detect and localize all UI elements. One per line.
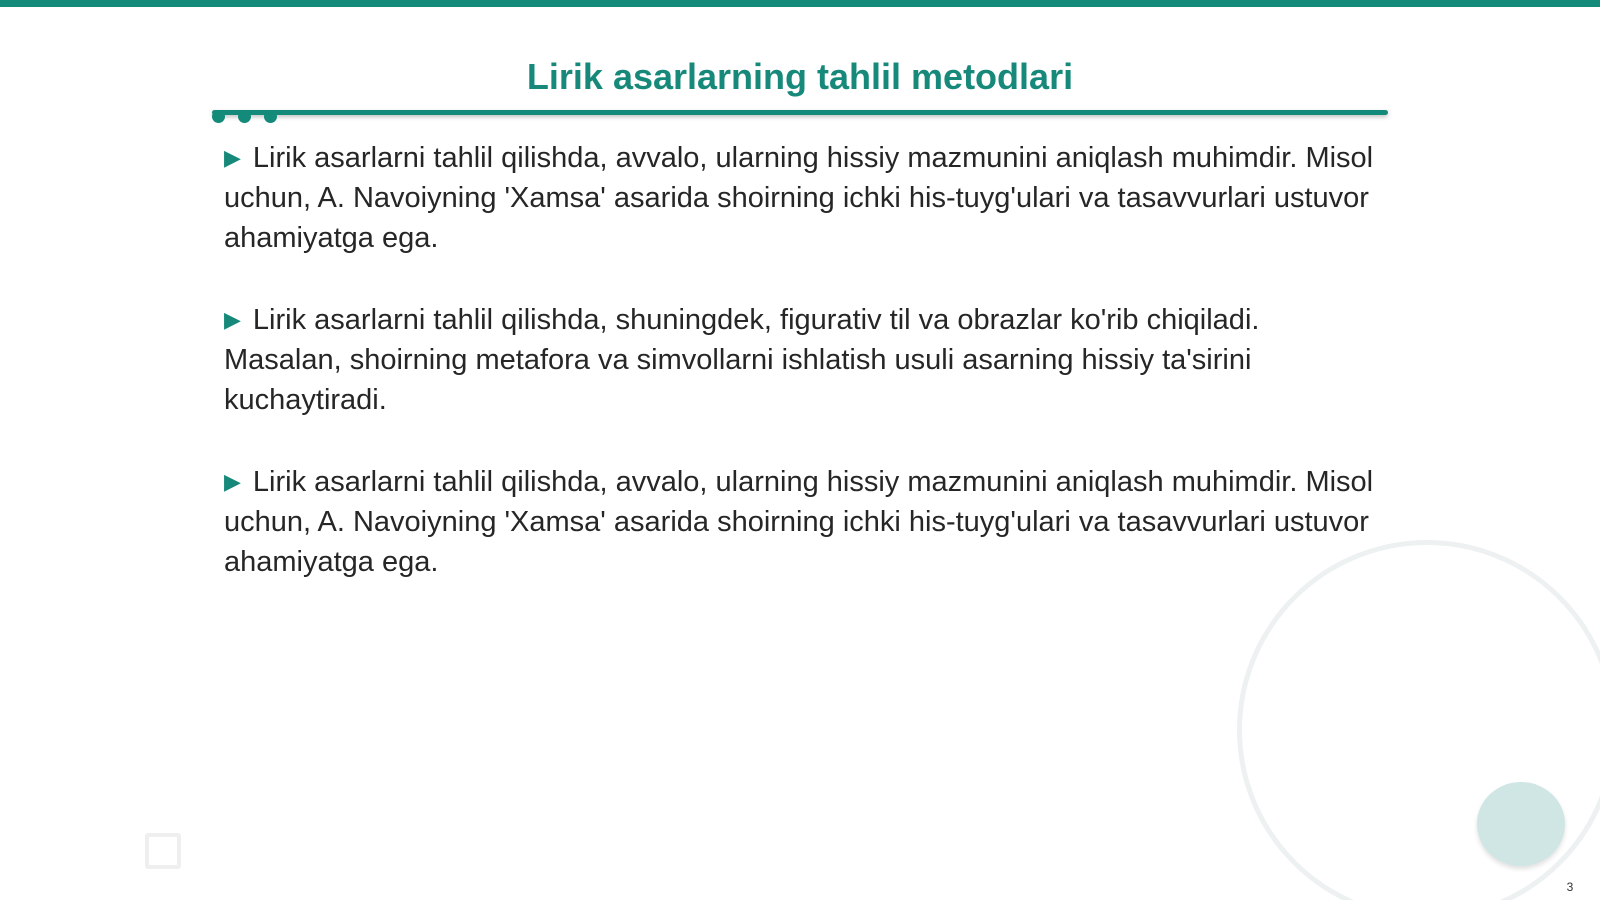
top-accent-bar <box>0 0 1600 7</box>
decorative-dot <box>264 110 277 123</box>
triangle-right-icon: ▶ <box>224 307 241 332</box>
title-underline <box>212 110 1388 115</box>
triangle-right-icon: ▶ <box>224 145 241 170</box>
bullet-text: Lirik asarlarni tahlil qilishda, avvalo, ularning hissiy mazmunini aniqlash muhimdir. Misol uchun, A. Navoiyning 'Xamsa' asarida shoirning ichki his-tuyg'ulari va tasavvurlari ustuvor ahamiyatga ega. <box>224 142 1374 254</box>
bullet-text: Lirik asarlarni tahlil qilishda, shuningdek, figurativ til va obrazlar ko'rib chiqiladi. Masalan, shoirning metafora va simvollarni ishlatish usuli asarning hissiy ta'sirini kuchaytiradi. <box>224 304 1260 416</box>
decorative-circle-filled <box>1477 782 1565 866</box>
triangle-right-icon: ▶ <box>224 469 241 494</box>
bullet-text: Lirik asarlarni tahlil qilishda, avvalo, ularning hissiy mazmunini aniqlash muhimdir. Misol uchun, A. Navoiyning 'Xamsa' asarida shoirning ichki his-tuyg'ulari va tasavvurlari ustuvor ahamiyatga ega. <box>224 466 1374 578</box>
slide-title: Lirik asarlarning tahlil metodlari <box>526 56 1074 97</box>
decorative-dot <box>212 110 225 123</box>
bullet-item <box>224 138 1374 258</box>
bullet-list <box>224 138 1374 624</box>
decorative-dot <box>238 110 251 123</box>
bullet-item <box>224 462 1374 582</box>
page-number: 3 <box>1566 880 1574 894</box>
bullet-item <box>224 300 1374 420</box>
decorative-square <box>145 833 181 869</box>
